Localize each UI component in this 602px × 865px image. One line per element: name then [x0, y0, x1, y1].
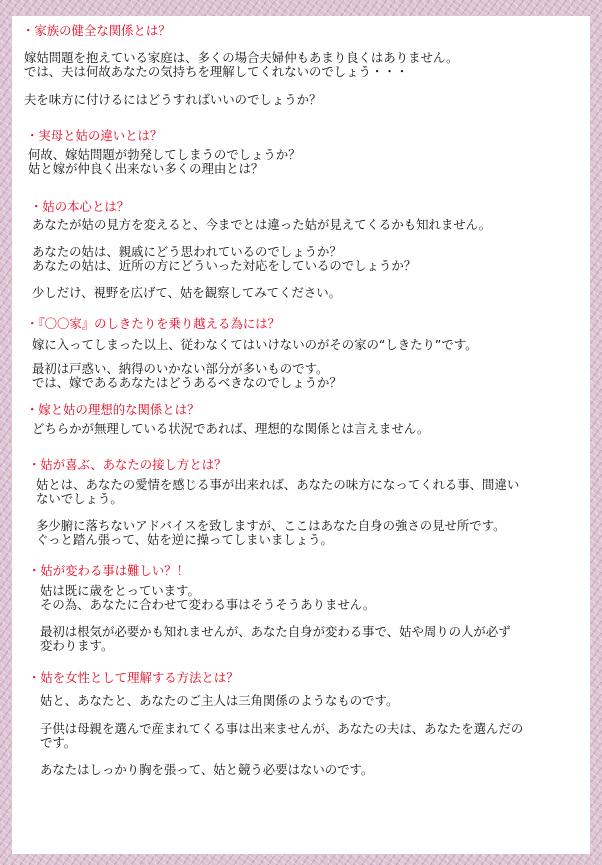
section-heading: ・嫁と姑の理想的な関係とは？: [26, 402, 200, 417]
section-understand-as-woman: [12, 670, 590, 777]
section-paragraph: 最初は根気が必要かも知れませんが、あなた自身が変わる事で、姑や周りの人が必ず 変わります。: [40, 624, 511, 653]
section-pleasing-approach: [12, 457, 590, 547]
section-hard-to-change: [12, 563, 590, 653]
section-paragraph: 夫を味方に付けるにはどうすればいいのでしょうか？: [24, 92, 322, 107]
section-heading: ・姑の本心とは？: [30, 199, 130, 214]
section-paragraph: あなたが姑の見方を変えると、今までとは違った姑が見えてくるかも知れません。: [32, 217, 492, 232]
section-paragraph: 最初は戸惑い、納得のいかない部分が多いものです。 では、嫁であるあなたはどうあるべきなのでしょうか？: [32, 361, 342, 390]
content-panel: [12, 16, 590, 854]
section-paragraph: あなたの姑は、親戚にどう思われているのでしょうか？ あなたの姑は、近所の方にどういった対応をしているのでしょうか？: [32, 244, 417, 273]
section-ideal-relationship: [12, 402, 590, 436]
section-mother-vs-motherinlaw: [12, 128, 590, 176]
section-family-customs: [12, 316, 590, 390]
section-heading: ・家族の健全な関係とは？: [22, 23, 171, 38]
section-paragraph: 多少腑に落ちないアドバイスを致しますが、ここはあなた自身の強さの見せ所です。 ぐっと踏ん張って、姑を逆に操ってしまいましょう。: [36, 518, 506, 547]
section-paragraph: 姑は既に歳をとっています。 その為、あなたに合わせて変わる事はそうそうありません。: [40, 583, 376, 612]
section-paragraph: 嫁に入ってしまった以上、従わなくてはいけないのがその家の“しきたり”です。: [32, 337, 478, 352]
section-paragraph: 子供は母親を選んで産まれてくる事は出来ませんが、あなたの夫は、あなたを選んだの です。: [40, 721, 524, 750]
section-paragraph: 姑と、あなたと、あなたのご主人は三角関係のようなものです。: [40, 693, 399, 708]
section-paragraph: 姑とは、あなたの愛情を感じる事が出来れば、あなたの味方になってくれる事、間違い ないでしょう。: [36, 477, 520, 506]
section-paragraph: 少しだけ、視野を広げて、姑を観察してみてください。: [32, 285, 342, 300]
section-healthy-family: [12, 23, 590, 107]
section-paragraph: あなたはしっかり胸を張って、姑と競う必要はないのです。: [40, 762, 374, 777]
section-paragraph: どちらかが無理している状況であれば、理想的な関係とは言えません。: [32, 421, 430, 436]
section-heading: ・姑を女性として理解する方法とは？: [28, 670, 239, 685]
section-true-feelings: [12, 199, 590, 300]
section-paragraph: 何故、嫁姑問題が勃発してしまうのでしょうか？ 姑と嫁が仲良く出来ない多くの理由とは？: [28, 147, 301, 176]
section-heading: ・『〇〇家』のしきたりを乗り越える為には？: [26, 316, 281, 331]
section-heading: ・姑が喜ぶ、あなたの接し方とは？: [28, 457, 227, 472]
section-heading: ・実母と姑の違いとは？: [26, 128, 163, 143]
section-heading: ・姑が変わる事は難しい？！: [28, 563, 190, 578]
section-paragraph: 嫁姑問題を抱えている家庭は、多くの場合夫婦仲もあまり良くはありません。 では、夫は何故あなたの気持ちを理解してくれないのでしょう・・・: [24, 50, 459, 79]
